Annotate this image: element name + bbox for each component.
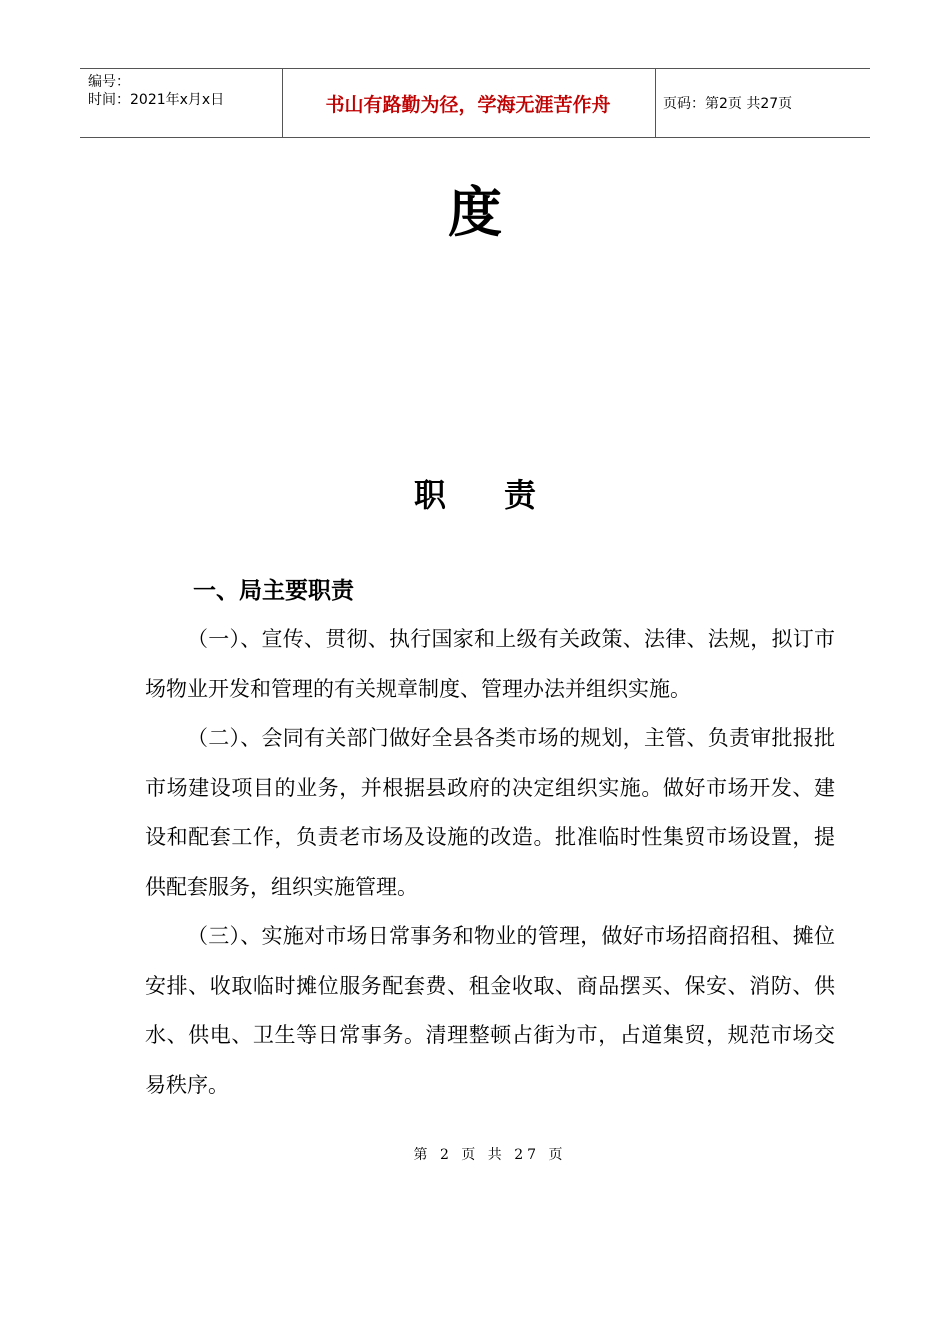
time-label: 时间：2021年x月x日 <box>88 92 225 108</box>
section-heading: 一、局主要职责 <box>193 577 354 604</box>
header-divider <box>655 69 656 137</box>
header-motto: 书山有路勤为径，学海无涯苦作舟 <box>325 93 611 116</box>
header-page-info: 页码：第2页 共27页 <box>663 96 793 112</box>
paragraph-1: （一）、宣传、贯彻、执行国家和上级有关政策、法律、法规，拟订市场物业开发和管理的有关规章制度、管理办法并组织实施。 <box>145 627 835 701</box>
header-meta <box>88 73 224 109</box>
page-footer: 第 2 页 共 27 页 <box>413 1147 567 1163</box>
body-text <box>145 615 835 1110</box>
large-heading-char: 度 <box>448 181 502 244</box>
paragraph-3: （三）、实施对市场日常事务和物业的管理，做好市场招商招租、摊位安排、收取临时摊位服务配套费、租金收取、商品摆买、保安、消防、供水、供电、卫生等日常事务。清理整顿占街为市，占道集贸，规范市场交易秩序。 <box>145 924 835 1097</box>
document-header <box>80 68 870 138</box>
paragraph-2: （二）、会同有关部门做好全县各类市场的规划，主管、负责审批报批市场建设项目的业务，并根据县政府的决定组织实施。做好市场开发、建设和配套工作，负责老市场及设施的改造。批准临时性集贸市场设置，提供配套服务，组织实施管理。 <box>145 726 835 899</box>
page-title: 职责 <box>413 476 594 514</box>
code-label: 编号： <box>88 74 130 90</box>
